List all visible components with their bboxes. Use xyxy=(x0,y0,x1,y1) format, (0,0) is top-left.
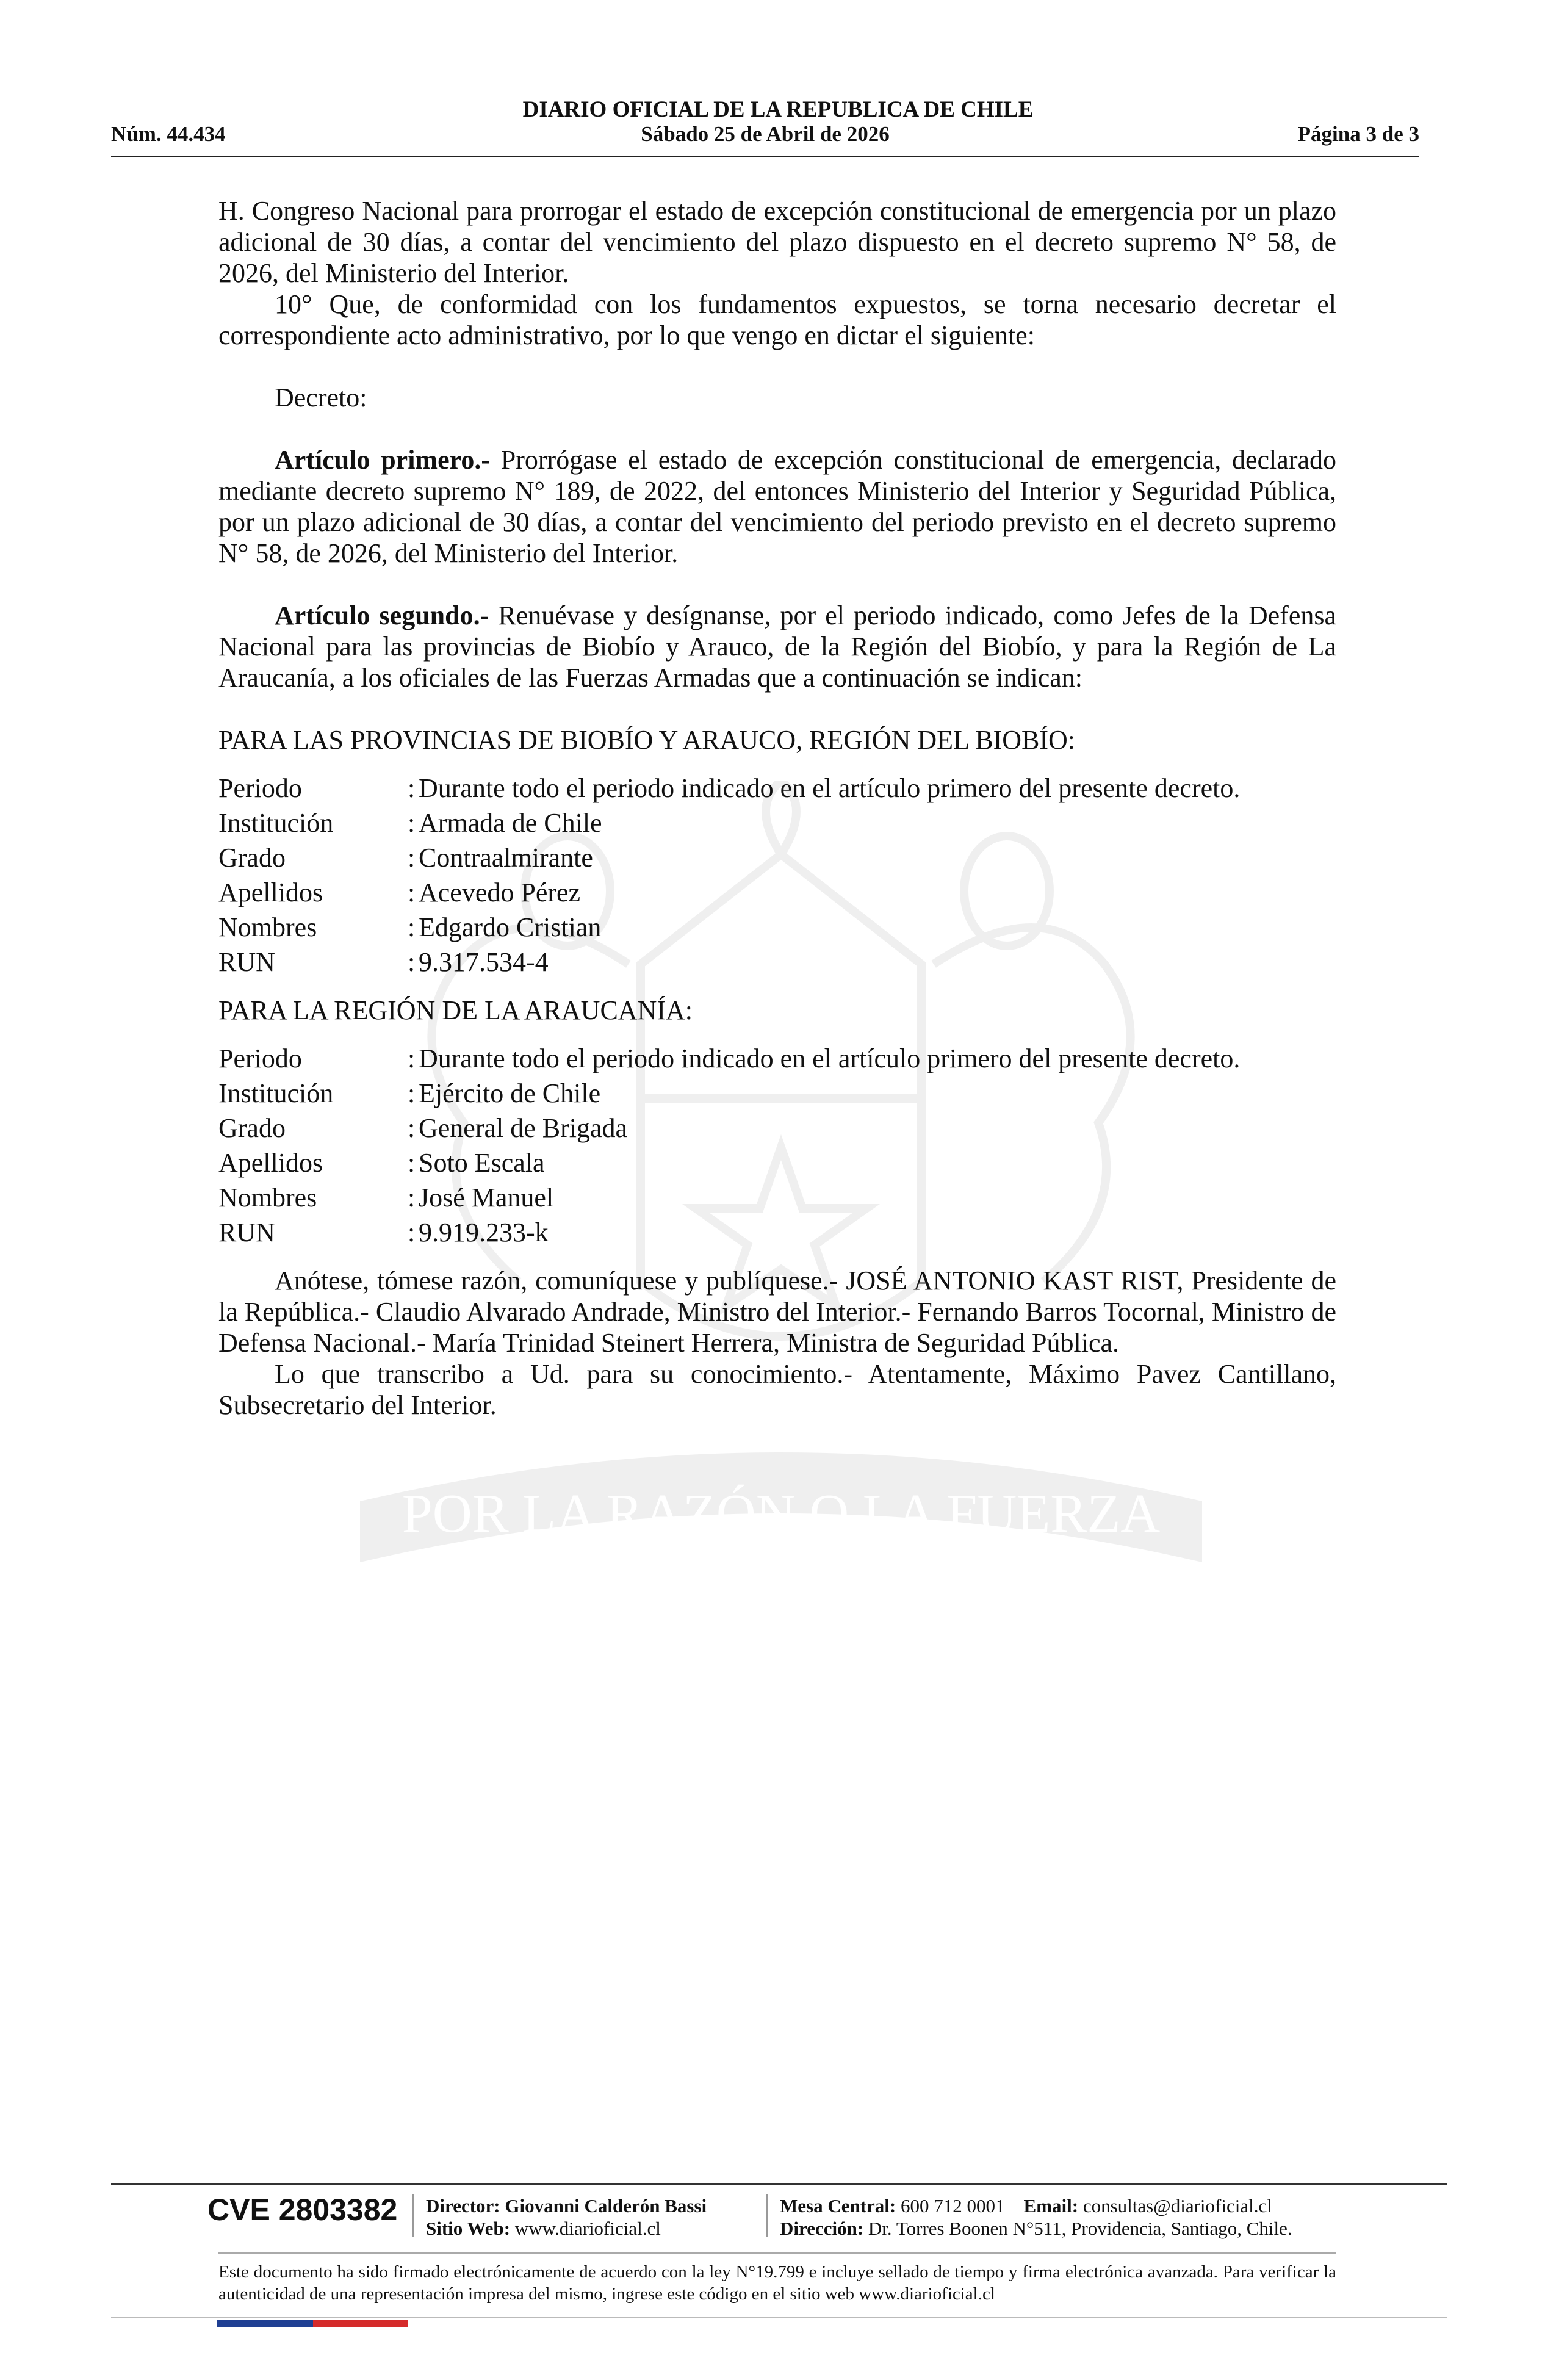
web-label: Sitio Web: xyxy=(426,2218,511,2239)
officer-row xyxy=(218,840,1336,875)
officer-row xyxy=(218,1041,1336,1076)
address-label: Dirección: xyxy=(780,2218,864,2239)
field-colon: : xyxy=(408,947,416,977)
newspaper-title: DIARIO OFICIAL DE LA REPUBLICA DE CHILE xyxy=(522,97,1034,122)
article-first-text: Prorrógase el estado de excepción constitucional de emergencia, declarado mediante decreto supremo N° 189, de 2022, del entonces Ministerio del Interior y Seguridad Pública, por un plazo adicional de 30 días, a contar del vencimiento del periodo previsto en el decreto supremo N° 58, de 2026, del Ministerio del Interior. xyxy=(218,445,1336,568)
officer-field-value: Edgardo Cristian xyxy=(419,912,602,942)
section-heading-araucania: PARA LA REGIÓN DE LA ARAUCANÍA: xyxy=(218,995,693,1025)
footer-contact-block xyxy=(780,2194,1292,2240)
closing-transcription: Lo que transcribo a Ud. para su conocimiento.- Atentamente, Máximo Pavez Cantillano, Subsecretario del Interior. xyxy=(218,1359,1336,1420)
paragraph-considerando-10: 10° Que, de conformidad con los fundamentos expuestos, se torna necesario decretar el correspondiente acto administrativo, por lo que vengo en dictar el siguiente: xyxy=(218,289,1336,350)
officer-field-label: Apellidos xyxy=(218,1148,323,1178)
officer-field-label: Nombres xyxy=(218,912,317,942)
officer-field-label: Apellidos xyxy=(218,878,323,907)
flag-stripe-blue xyxy=(217,2320,313,2327)
officer-field-value: General de Brigada xyxy=(419,1113,628,1143)
field-colon: : xyxy=(408,912,416,942)
officer-row xyxy=(218,1180,1336,1215)
footer-separator xyxy=(412,2194,414,2237)
article-second-text: Renuévase y desígnanse, por el periodo indicado, como Jefes de la Defensa Nacional para las provincias de Biobío y Arauco, de la Región del Biobío, y para la Región de La Araucanía, a los oficiales de las Fuerzas Armadas que a continuación se indican: xyxy=(218,600,1336,693)
officer-field-label: RUN xyxy=(218,947,275,977)
officer-field-value: Contraalmirante xyxy=(419,843,593,873)
officer-field-value: Durante todo el periodo indicado en el artículo primero del presente decreto. xyxy=(419,1044,1241,1073)
officer-row xyxy=(218,771,1336,806)
field-colon: : xyxy=(408,878,416,907)
header-row xyxy=(111,122,1419,150)
cve-code: CVE 2803382 xyxy=(207,2193,398,2227)
document-body xyxy=(218,195,1336,1421)
issue-number: Núm. 44.434 xyxy=(111,122,226,146)
officer-field-label: Nombres xyxy=(218,1183,317,1213)
officer-field-value: Ejército de Chile xyxy=(419,1078,601,1108)
director-name: Giovanni Calderón Bassi xyxy=(500,2195,707,2216)
officer-field-label: Periodo xyxy=(218,773,302,803)
footer-separator xyxy=(766,2194,768,2237)
watermark-motto: POR LA RAZÓN O LA FUERZA xyxy=(402,1484,1161,1544)
officer-row xyxy=(218,875,1336,910)
field-colon: : xyxy=(408,843,416,873)
director-label: Director: xyxy=(426,2195,500,2216)
officer-row xyxy=(218,910,1336,945)
article-second xyxy=(218,600,1336,693)
officer-table-biobio xyxy=(218,771,1336,979)
field-colon: : xyxy=(408,773,416,803)
header-divider xyxy=(111,156,1419,157)
officer-field-value: 9.317.534-4 xyxy=(419,947,549,977)
section-heading-biobio: PARA LAS PROVINCIAS DE BIOBÍO Y ARAUCO, REGIÓN DEL BIOBÍO: xyxy=(218,725,1076,755)
article-first-label: Artículo primero.- xyxy=(275,445,490,475)
decreto-label: Decreto: xyxy=(275,383,367,413)
officer-field-label: Institución xyxy=(218,808,334,838)
field-colon: : xyxy=(408,1078,416,1108)
officer-field-value: José Manuel xyxy=(419,1183,554,1213)
paragraph-congress: H. Congreso Nacional para prorrogar el estado de excepción constitucional de emergencia por un plazo adicional de 30 días, a contar del vencimiento del plazo dispuesto en el decreto supremo N° 58, de 2026, del Ministerio del Interior. xyxy=(218,196,1336,288)
field-colon: : xyxy=(408,1113,416,1143)
officer-field-label: Grado xyxy=(218,843,286,873)
officer-field-value: 9.919.233-k xyxy=(419,1217,549,1247)
field-colon: : xyxy=(408,1183,416,1213)
email-label: Email: xyxy=(1023,2195,1079,2216)
mesa-label: Mesa Central: xyxy=(780,2195,896,2216)
article-first xyxy=(218,444,1336,569)
field-colon: : xyxy=(408,808,416,838)
field-colon: : xyxy=(408,1217,416,1247)
web-link[interactable]: www.diarioficial.cl xyxy=(510,2218,661,2239)
flag-stripe-red xyxy=(313,2320,408,2327)
officer-field-value: Acevedo Pérez xyxy=(419,878,581,907)
footer-divider-inner xyxy=(218,2252,1336,2254)
officer-row xyxy=(218,1215,1336,1250)
officer-field-label: RUN xyxy=(218,1217,275,1247)
footer-bottom-rule xyxy=(111,2317,1447,2318)
field-colon: : xyxy=(408,1044,416,1073)
page-indicator: Página 3 de 3 xyxy=(1297,122,1419,146)
legal-notice: Este documento ha sido firmado electrónicamente de acuerdo con la ley N°19.799 e incluye sellado de tiempo y firma electrónica avanzada. Para verificar la autenticidad de una representación impresa del mismo, ingrese este código en el sitio web www.diarioficial.cl xyxy=(218,2262,1336,2304)
officer-field-label: Periodo xyxy=(218,1044,302,1073)
officer-field-value: Armada de Chile xyxy=(419,808,602,838)
officer-field-label: Grado xyxy=(218,1113,286,1143)
footer-divider xyxy=(111,2183,1447,2185)
officer-field-value: Durante todo el periodo indicado en el artículo primero del presente decreto. xyxy=(419,773,1241,803)
officer-row xyxy=(218,1076,1336,1111)
address-value: Dr. Torres Boonen N°511, Providencia, Santiago, Chile. xyxy=(863,2218,1292,2239)
closing-signatures: Anótese, tómese razón, comuníquese y publíquese.- JOSÉ ANTONIO KAST RIST, Presidente de la República.- Claudio Alvarado Andrade, Ministro del Interior.- Fernando Barros Tocornal, Ministro de Defensa Nacional.- María Trinidad Steinert Herrera, Ministra de Seguridad Pública. xyxy=(218,1266,1336,1358)
issue-date: Sábado 25 de Abril de 2026 xyxy=(641,122,890,146)
officer-table-araucania xyxy=(218,1041,1336,1250)
officer-field-value: Soto Escala xyxy=(419,1148,545,1178)
officer-row xyxy=(218,806,1336,840)
article-second-label: Artículo segundo.- xyxy=(275,600,489,630)
field-colon: : xyxy=(408,1148,416,1178)
officer-row xyxy=(218,1145,1336,1180)
mesa-value: 600 712 0001 xyxy=(896,2195,1005,2216)
officer-field-label: Institución xyxy=(218,1078,334,1108)
officer-row xyxy=(218,945,1336,979)
email-link[interactable]: consultas@diarioficial.cl xyxy=(1078,2195,1272,2216)
footer-director-block xyxy=(426,2194,707,2240)
officer-row xyxy=(218,1111,1336,1145)
